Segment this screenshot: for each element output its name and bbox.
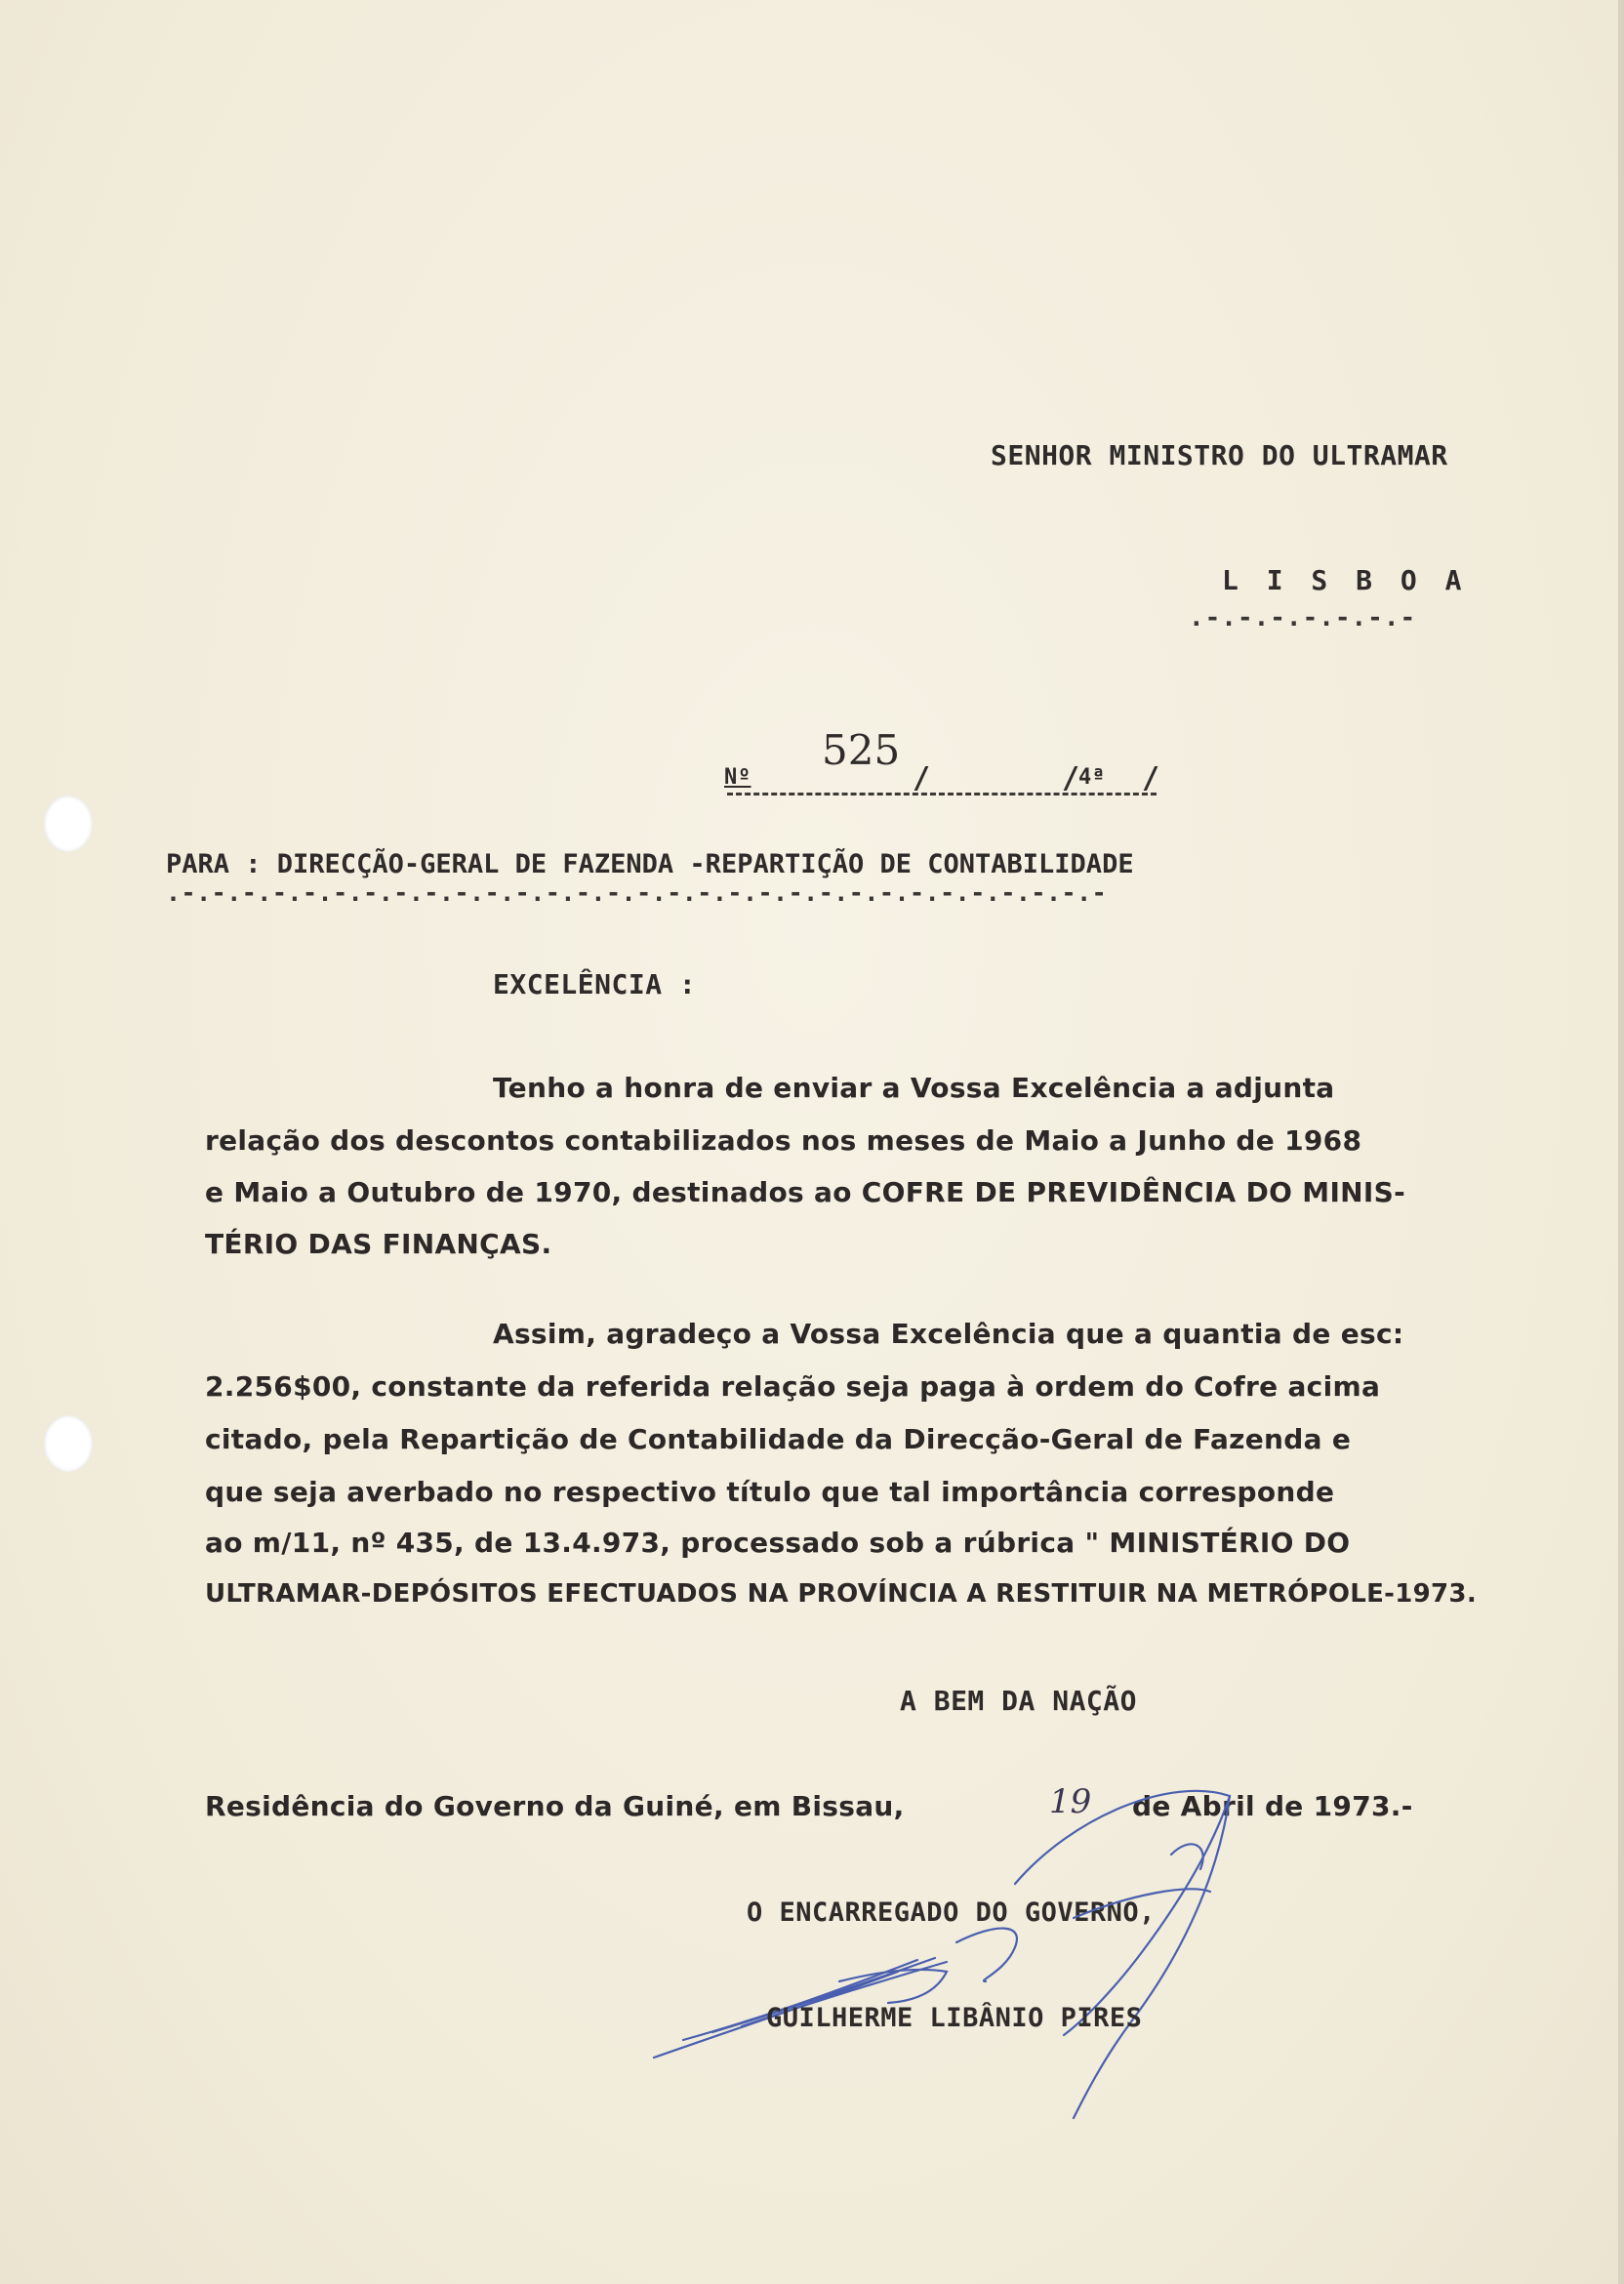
paragraph2-line-5: ao m/11, nº 435, de 13.4.973, processado sob a rúbrica " MINISTÉRIO DO xyxy=(205,1527,1351,1559)
addressee-city: L I S B O A xyxy=(1222,564,1468,596)
place-date-prefix: Residência do Governo da Guiné, em Bissau, xyxy=(205,1790,905,1822)
signatory-name: GUILHERME LIBÂNIO PIRES xyxy=(766,2003,1143,2033)
paragraph2-line-4: que seja averbado no respectivo título que tal importância corresponde xyxy=(205,1476,1335,1508)
paragraph1-line-4: TÉRIO DAS FINANÇAS. xyxy=(205,1228,552,1260)
recipient-line: PARA : DIRECÇÃO-GERAL DE FAZENDA -REPARTIÇÃO DE CONTABILIDADE xyxy=(166,849,1134,879)
recipient-underline: .-.-.-.-.-.-.-.-.-.-.-.-.-.-.-.-.-.-.-.-.-.-.-.-.-.-.-.-.-.-.- xyxy=(166,878,1108,907)
closing-formula: A BEM DA NAÇÃO xyxy=(900,1685,1138,1717)
signature-scribble xyxy=(625,1776,1366,2128)
reference-slash-2: / xyxy=(1062,761,1080,795)
reference-label: Nº xyxy=(724,765,751,790)
paragraph2-line-6: ULTRAMAR-DEPÓSITOS EFECTUADOS NA PROVÍNCIA A RESTITUIR NA METRÓPOLE-1973. xyxy=(205,1579,1477,1609)
page-edge xyxy=(1618,0,1624,2284)
reference-underline xyxy=(727,793,1157,795)
punch-hole-bottom xyxy=(44,1415,93,1472)
place-date-day: 19 xyxy=(1049,1782,1092,1821)
addressee-title: SENHOR MINISTRO DO ULTRAMAR xyxy=(991,439,1448,471)
place-date-suffix: de Abril de 1973.- xyxy=(1132,1790,1413,1822)
salutation: EXCELÊNCIA : xyxy=(493,968,697,1000)
paragraph1-line-2: relação dos descontos contabilizados nos meses de Maio a Junho de 1968 xyxy=(205,1124,1362,1157)
signatory-role: O ENCARREGADO DO GOVERNO, xyxy=(747,1897,1156,1928)
reference-slash-3: / xyxy=(1142,761,1160,795)
reference-number: 525 xyxy=(822,726,901,774)
paragraph1-line-3: e Maio a Outubro de 1970, destinados ao COFRE DE PREVIDÊNCIA DO MINIS- xyxy=(205,1176,1406,1208)
paragraph2-line-3: citado, pela Repartição de Contabilidade da Direcção-Geral de Fazenda e xyxy=(205,1423,1352,1455)
addressee-city-underline: .-.-.-.-.-.-.- xyxy=(1189,603,1417,632)
paragraph1-line-1: Tenho a honra de enviar a Vossa Excelência a adjunta xyxy=(493,1072,1335,1104)
paragraph2-line-1: Assim, agradeço a Vossa Excelência que a quantia de esc: xyxy=(493,1318,1404,1350)
paragraph2-line-2: 2.256$00, constante da referida relação seja paga à ordem do Cofre acima xyxy=(205,1370,1381,1403)
reference-slash-1: / xyxy=(913,761,931,795)
reference-section: 4ª xyxy=(1078,765,1106,790)
punch-hole-top xyxy=(44,795,93,852)
